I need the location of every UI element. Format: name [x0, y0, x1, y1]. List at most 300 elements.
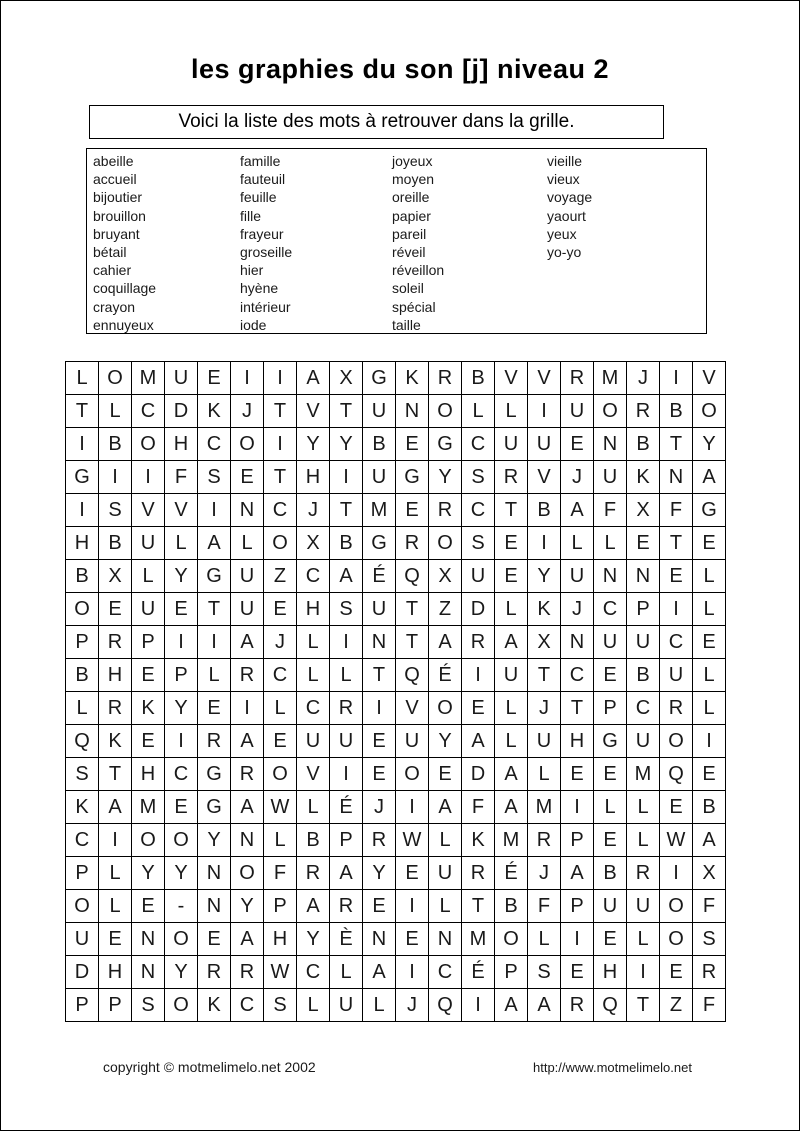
grid-cell: F [264, 857, 297, 890]
grid-cell: Y [132, 857, 165, 890]
grid-cell: J [396, 989, 429, 1022]
grid-cell: Q [429, 989, 462, 1022]
grid-cell: C [198, 428, 231, 461]
grid-cell: L [297, 626, 330, 659]
grid-cell: A [495, 758, 528, 791]
grid-cell: C [165, 758, 198, 791]
grid-cell: I [264, 428, 297, 461]
grid-cell: A [693, 461, 726, 494]
grid-cell: L [627, 791, 660, 824]
grid-cell: C [297, 560, 330, 593]
grid-cell: X [429, 560, 462, 593]
grid-cell: I [693, 725, 726, 758]
grid-cell: R [627, 395, 660, 428]
grid-cell: T [396, 593, 429, 626]
grid-row [66, 923, 726, 956]
grid-cell: E [99, 593, 132, 626]
grid-cell: I [462, 659, 495, 692]
grid-cell: G [396, 461, 429, 494]
grid-cell: B [66, 659, 99, 692]
grid-cell: T [561, 692, 594, 725]
grid-cell: U [66, 923, 99, 956]
grid-cell: R [231, 758, 264, 791]
grid-cell: E [561, 428, 594, 461]
grid-cell: N [627, 560, 660, 593]
grid-cell: N [594, 560, 627, 593]
grid-cell: U [495, 659, 528, 692]
grid-cell: O [396, 758, 429, 791]
grid-cell: R [495, 461, 528, 494]
grid-cell: F [693, 989, 726, 1022]
word-item: réveillon [392, 262, 445, 279]
grid-cell: B [495, 890, 528, 923]
grid-cell: U [363, 461, 396, 494]
grid-cell: E [363, 758, 396, 791]
grid-cell: C [462, 494, 495, 527]
grid-cell: A [231, 923, 264, 956]
grid-cell: Y [165, 560, 198, 593]
grid-cell: S [462, 461, 495, 494]
grid-cell: V [528, 362, 561, 395]
grid-cell: Y [429, 461, 462, 494]
grid-cell: H [99, 956, 132, 989]
grid-cell: A [462, 725, 495, 758]
grid-cell: A [297, 362, 330, 395]
grid-cell: U [363, 593, 396, 626]
grid-cell: F [693, 890, 726, 923]
grid-cell: J [528, 857, 561, 890]
grid-cell: Z [264, 560, 297, 593]
grid-cell: H [594, 956, 627, 989]
grid-cell: L [627, 824, 660, 857]
grid-cell: E [165, 791, 198, 824]
grid-cell: C [297, 956, 330, 989]
word-item: hyène [240, 280, 279, 297]
grid-cell: U [561, 560, 594, 593]
grid-cell: L [66, 362, 99, 395]
grid-cell: A [495, 626, 528, 659]
grid-cell: Q [594, 989, 627, 1022]
grid-cell: O [660, 923, 693, 956]
grid-cell: B [297, 824, 330, 857]
grid-cell: È [330, 923, 363, 956]
word-item: feuille [240, 189, 277, 206]
grid-cell: R [627, 857, 660, 890]
grid-cell: E [264, 593, 297, 626]
grid-cell: A [198, 527, 231, 560]
grid-cell: C [297, 692, 330, 725]
grid-cell: I [330, 758, 363, 791]
grid-cell: E [396, 428, 429, 461]
grid-cell: R [330, 692, 363, 725]
grid-cell: D [462, 758, 495, 791]
word-item: bétail [93, 243, 127, 260]
grid-cell: T [363, 659, 396, 692]
grid-cell: U [528, 725, 561, 758]
grid-cell: A [363, 956, 396, 989]
grid-cell: T [99, 758, 132, 791]
grid-cell: E [132, 725, 165, 758]
grid-cell: Y [165, 857, 198, 890]
grid-cell: E [132, 659, 165, 692]
grid-cell: B [99, 428, 132, 461]
grid-cell: M [495, 824, 528, 857]
grid-cell: C [660, 626, 693, 659]
grid-row [66, 494, 726, 527]
grid-cell: U [627, 890, 660, 923]
word-item: abeille [93, 153, 134, 169]
grid-row [66, 362, 726, 395]
grid-cell: J [363, 791, 396, 824]
grid-cell: O [429, 395, 462, 428]
grid-cell: L [693, 659, 726, 692]
grid-cell: X [528, 626, 561, 659]
grid-cell: L [462, 395, 495, 428]
grid-cell: R [693, 956, 726, 989]
grid-cell: Z [429, 593, 462, 626]
grid-cell: L [297, 659, 330, 692]
grid-cell: N [231, 494, 264, 527]
grid-cell: H [264, 923, 297, 956]
grid-cell: X [99, 560, 132, 593]
grid-cell: R [396, 527, 429, 560]
grid-cell: P [66, 989, 99, 1022]
grid-cell: I [231, 692, 264, 725]
grid-cell: K [99, 725, 132, 758]
grid-row [66, 659, 726, 692]
grid-cell: H [66, 527, 99, 560]
grid-cell: - [165, 890, 198, 923]
grid-cell: A [561, 494, 594, 527]
grid-cell: Y [693, 428, 726, 461]
grid-cell: M [363, 494, 396, 527]
grid-cell: I [561, 923, 594, 956]
grid-row [66, 989, 726, 1022]
letter-grid-body [66, 362, 726, 1022]
grid-cell: É [495, 857, 528, 890]
grid-cell: O [693, 395, 726, 428]
grid-cell: P [561, 890, 594, 923]
grid-cell: B [363, 428, 396, 461]
grid-cell: P [561, 824, 594, 857]
grid-cell: S [132, 989, 165, 1022]
grid-cell: E [561, 956, 594, 989]
word-item: accueil [93, 171, 137, 188]
grid-cell: O [165, 989, 198, 1022]
grid-cell: E [396, 494, 429, 527]
grid-cell: I [264, 362, 297, 395]
grid-cell: K [396, 362, 429, 395]
grid-cell: I [660, 857, 693, 890]
grid-cell: Y [165, 956, 198, 989]
grid-cell: O [165, 923, 198, 956]
grid-cell: X [297, 527, 330, 560]
grid-cell: L [627, 923, 660, 956]
grid-cell: E [660, 560, 693, 593]
grid-cell: S [528, 956, 561, 989]
grid-cell: E [462, 692, 495, 725]
grid-cell: U [165, 362, 198, 395]
word-item: yeux [547, 225, 577, 242]
word-list [86, 148, 707, 334]
word-item: fauteuil [240, 171, 286, 188]
grid-cell: G [363, 527, 396, 560]
grid-cell: B [528, 494, 561, 527]
grid-cell: I [660, 593, 693, 626]
grid-cell: O [429, 692, 462, 725]
grid-cell: M [462, 923, 495, 956]
grid-cell: L [495, 593, 528, 626]
grid-cell: Y [330, 428, 363, 461]
grid-cell: C [594, 593, 627, 626]
grid-cell: Z [660, 989, 693, 1022]
word-item: fille [240, 207, 262, 224]
grid-cell: B [594, 857, 627, 890]
grid-cell: X [693, 857, 726, 890]
grid-cell: R [99, 626, 132, 659]
grid-cell: I [165, 626, 198, 659]
grid-cell: R [231, 956, 264, 989]
word-list-column [93, 152, 156, 334]
grid-cell: T [66, 395, 99, 428]
word-item: bruyant [93, 225, 140, 242]
grid-cell: C [462, 428, 495, 461]
grid-cell: C [132, 395, 165, 428]
grid-cell: J [561, 461, 594, 494]
word-item: ennuyeux [93, 316, 154, 333]
grid-cell: L [264, 692, 297, 725]
grid-cell: P [99, 989, 132, 1022]
grid-row [66, 527, 726, 560]
grid-cell: Y [198, 824, 231, 857]
grid-cell: L [495, 725, 528, 758]
word-item: spécial [392, 298, 436, 315]
grid-cell: J [297, 494, 330, 527]
grid-cell: E [231, 461, 264, 494]
word-item: moyen [392, 171, 435, 188]
grid-cell: E [198, 923, 231, 956]
grid-cell: O [264, 758, 297, 791]
instruction-box [89, 105, 664, 139]
grid-cell: G [693, 494, 726, 527]
grid-cell: S [99, 494, 132, 527]
grid-cell: V [495, 362, 528, 395]
grid-cell: R [462, 626, 495, 659]
grid-cell: N [363, 626, 396, 659]
word-list-column [547, 152, 592, 261]
grid-cell: T [264, 461, 297, 494]
grid-cell: U [132, 527, 165, 560]
grid-cell: H [99, 659, 132, 692]
grid-cell: N [594, 428, 627, 461]
grid-cell: B [99, 527, 132, 560]
grid-cell: N [396, 395, 429, 428]
word-item: voyage [547, 189, 593, 206]
grid-cell: T [396, 626, 429, 659]
grid-cell: I [330, 461, 363, 494]
grid-cell: P [495, 956, 528, 989]
grid-cell: C [561, 659, 594, 692]
grid-cell: L [99, 890, 132, 923]
grid-row [66, 593, 726, 626]
grid-cell: O [660, 890, 693, 923]
grid-cell: E [594, 758, 627, 791]
grid-cell: N [198, 857, 231, 890]
grid-cell: I [99, 461, 132, 494]
grid-cell: B [627, 428, 660, 461]
grid-cell: X [330, 362, 363, 395]
grid-cell: T [264, 395, 297, 428]
grid-cell: Q [396, 560, 429, 593]
grid-cell: S [264, 989, 297, 1022]
grid-cell: N [429, 923, 462, 956]
grid-cell: U [561, 395, 594, 428]
instruction-text: Voici la liste des mots à retrouver dans la grille. [178, 111, 575, 132]
grid-cell: J [231, 395, 264, 428]
word-item: soleil [392, 280, 424, 297]
grid-cell: U [594, 461, 627, 494]
grid-row [66, 824, 726, 857]
grid-cell: V [132, 494, 165, 527]
grid-cell: U [297, 725, 330, 758]
grid-cell: J [528, 692, 561, 725]
word-item: vieux [547, 171, 580, 188]
grid-cell: I [231, 362, 264, 395]
word-item: bijoutier [93, 189, 143, 206]
grid-cell: C [429, 956, 462, 989]
grid-row [66, 956, 726, 989]
grid-cell: E [660, 791, 693, 824]
grid-cell: N [198, 890, 231, 923]
grid-cell: Y [429, 725, 462, 758]
grid-cell: C [627, 692, 660, 725]
grid-cell: B [660, 395, 693, 428]
grid-cell: U [231, 560, 264, 593]
grid-cell: Q [660, 758, 693, 791]
grid-cell: L [693, 560, 726, 593]
grid-cell: E [594, 923, 627, 956]
grid-cell: U [363, 395, 396, 428]
word-item: vieille [547, 153, 583, 169]
grid-cell: R [561, 362, 594, 395]
grid-cell: I [528, 527, 561, 560]
grid-cell: E [594, 659, 627, 692]
grid-cell: V [693, 362, 726, 395]
grid-cell: W [264, 791, 297, 824]
grid-cell: A [231, 791, 264, 824]
grid-cell: L [132, 560, 165, 593]
grid-cell: M [132, 791, 165, 824]
grid-cell: T [528, 659, 561, 692]
grid-cell: N [363, 923, 396, 956]
grid-cell: H [165, 428, 198, 461]
grid-cell: A [528, 989, 561, 1022]
word-item: yaourt [547, 207, 586, 224]
grid-cell: I [528, 395, 561, 428]
grid-cell: J [627, 362, 660, 395]
grid-cell: P [66, 857, 99, 890]
grid-cell: T [198, 593, 231, 626]
grid-cell: A [330, 857, 363, 890]
grid-cell: E [660, 956, 693, 989]
grid-cell: R [99, 692, 132, 725]
grid-cell: V [528, 461, 561, 494]
grid-cell: R [363, 824, 396, 857]
grid-cell: L [693, 692, 726, 725]
grid-cell: P [594, 692, 627, 725]
grid-cell: U [396, 725, 429, 758]
grid-cell: N [561, 626, 594, 659]
grid-cell: U [627, 725, 660, 758]
grid-cell: U [132, 593, 165, 626]
grid-cell: S [693, 923, 726, 956]
grid-cell: Q [66, 725, 99, 758]
grid-cell: F [462, 791, 495, 824]
grid-cell: S [462, 527, 495, 560]
grid-cell: I [198, 626, 231, 659]
grid-cell: E [561, 758, 594, 791]
grid-cell: G [66, 461, 99, 494]
grid-cell: T [627, 989, 660, 1022]
word-item: oreille [392, 189, 430, 206]
grid-row [66, 725, 726, 758]
word-item: famille [240, 153, 281, 169]
grid-cell: K [198, 395, 231, 428]
grid-cell: L [198, 659, 231, 692]
grid-cell: W [396, 824, 429, 857]
grid-cell: O [66, 593, 99, 626]
letter-grid [65, 361, 726, 1022]
grid-cell: N [132, 923, 165, 956]
grid-cell: K [198, 989, 231, 1022]
grid-cell: I [66, 494, 99, 527]
grid-cell: L [528, 758, 561, 791]
grid-cell: F [660, 494, 693, 527]
grid-cell: E [429, 758, 462, 791]
grid-cell: M [627, 758, 660, 791]
grid-row [66, 791, 726, 824]
grid-cell: N [660, 461, 693, 494]
grid-cell: U [594, 890, 627, 923]
grid-cell: C [66, 824, 99, 857]
grid-cell: E [594, 824, 627, 857]
word-item: joyeux [392, 153, 433, 169]
grid-cell: D [165, 395, 198, 428]
grid-cell: E [132, 890, 165, 923]
grid-cell: O [495, 923, 528, 956]
word-item: pareil [392, 225, 427, 242]
grid-cell: R [429, 494, 462, 527]
grid-cell: I [396, 890, 429, 923]
grid-cell: T [330, 494, 363, 527]
grid-cell: D [66, 956, 99, 989]
grid-cell: L [264, 824, 297, 857]
grid-cell: O [99, 362, 132, 395]
grid-row [66, 560, 726, 593]
grid-cell: L [693, 593, 726, 626]
grid-cell: E [495, 527, 528, 560]
grid-cell: B [627, 659, 660, 692]
grid-cell: K [627, 461, 660, 494]
grid-cell: E [363, 890, 396, 923]
grid-cell: E [396, 857, 429, 890]
grid-cell: U [330, 725, 363, 758]
grid-cell: G [429, 428, 462, 461]
grid-cell: A [429, 626, 462, 659]
grid-cell: S [330, 593, 363, 626]
grid-cell: E [363, 725, 396, 758]
grid-cell: W [264, 956, 297, 989]
